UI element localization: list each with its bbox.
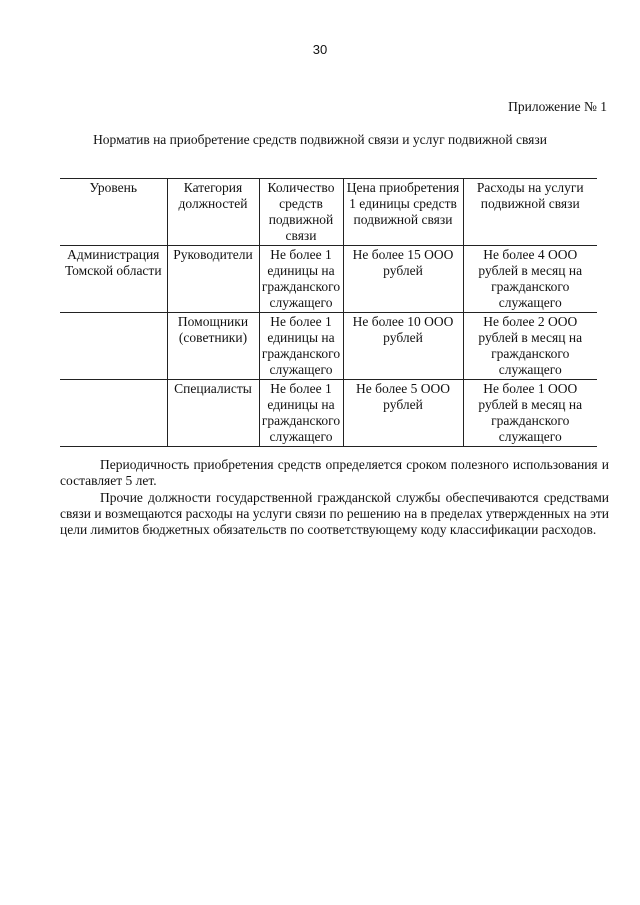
document-title: Норматив на приобретение средств подвижной связи и услуг подвижной связи [93,132,547,147]
header-price: Цена приобретения 1 единицы средств подвижной связи [343,179,463,246]
level-cell: Администрация Томской области [60,246,167,313]
price-cell: Не более 10 ООО рублей [343,313,463,380]
expenses-cell: Не более 2 ООО рублей в месяц на гражданского служащего [478,314,583,377]
header-level: Уровень [60,179,167,246]
category-cell: Руководители [167,246,259,313]
expenses-cell: Не более 4 ООО рублей в месяц на гражданского служащего [478,247,583,310]
paragraph-periodicity: Периодичность приобретения средств определяется сроком полезного использования и составляет 5 лет. [60,457,609,488]
page-number: 30 [312,42,328,57]
paragraph-other-positions: Прочие должности государственной гражданской службы обеспечиваются средствами связи и возмещаются расходы на услуги связи по решению на в пределах утвержденных на эти цели лимитов бюджетных обязательств по соответствующему коду классификации расходов. [60,490,609,537]
quantity-cell: Не более 1 единицы на гражданского служащего [259,380,343,447]
quantity-cell: Не более 1 единицы на гражданского служащего [259,246,343,313]
header-quantity: Количество средств подвижной связи [259,179,343,246]
table-header-row [60,179,597,246]
table-row [60,313,597,380]
quantity-cell: Не более 1 единицы на гражданского служащего [259,313,343,380]
expenses-cell: Не более 1 ООО рублей в месяц на гражданского служащего [478,381,583,444]
price-cell: Не более 5 ООО рублей [343,380,463,447]
level-cell-empty [60,313,167,380]
category-cell: Помощники (советники) [167,313,259,380]
appendix-label: Приложение № 1 [508,99,607,114]
category-cell: Специалисты [167,380,259,447]
header-expenses: Расходы на услуги подвижной связи [476,180,584,211]
price-cell: Не более 15 ООО рублей [343,246,463,313]
table-row [60,246,597,313]
norm-table [60,178,597,447]
level-cell-empty [60,380,167,447]
header-category: Категория должностей [167,179,259,246]
table-row [60,380,597,447]
